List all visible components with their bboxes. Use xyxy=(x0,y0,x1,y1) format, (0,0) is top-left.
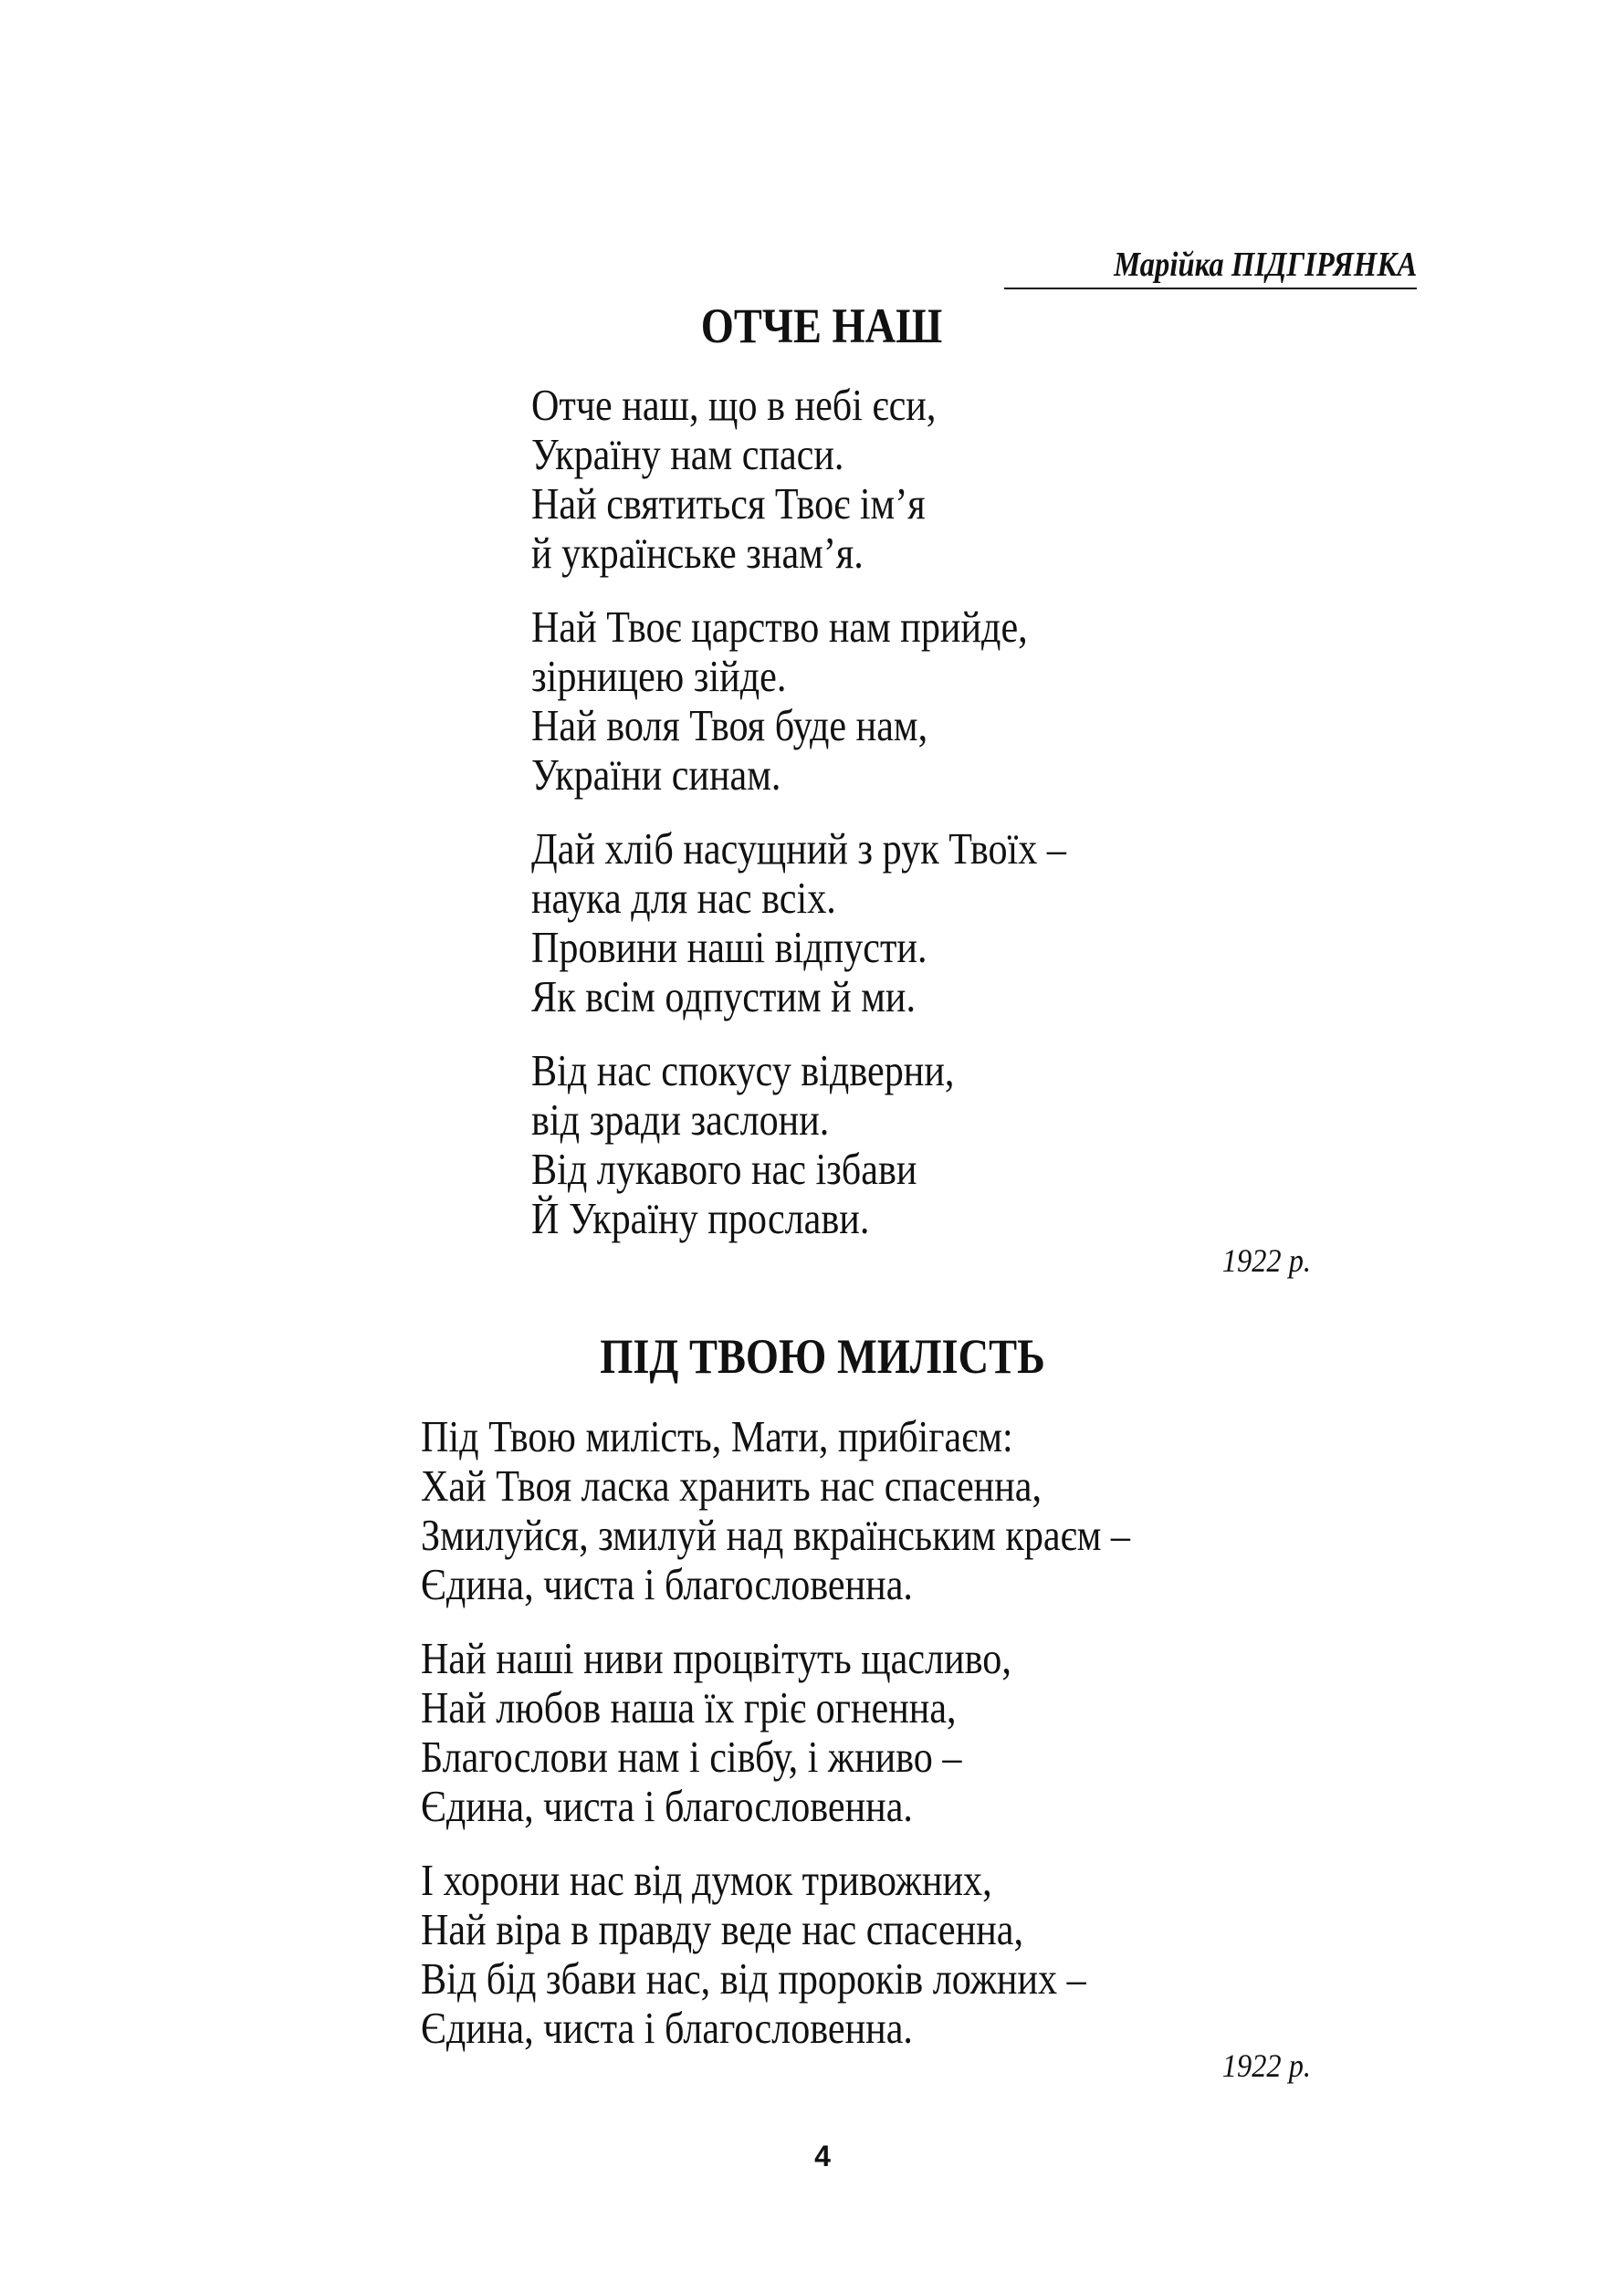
verse-line: Від нас спокусу відверни, xyxy=(531,1045,955,1095)
stanza xyxy=(421,1856,1086,2053)
verse-line: І хорони нас від думок тривожних, xyxy=(421,1855,992,1905)
verse-line: Єдина, чиста і благословенна. xyxy=(421,1559,913,1609)
stanza xyxy=(531,824,1066,1021)
verse-line: Благослови нам і сівбу, і жниво – xyxy=(421,1732,962,1782)
verse-line: Від лукавого нас ізбави xyxy=(531,1144,917,1194)
stanza xyxy=(531,381,936,578)
verse-line: наука для нас всіх. xyxy=(531,873,836,923)
verse-line: Провини наші відпусти. xyxy=(531,922,927,972)
verse-line: Най святиться Твоє ім’я xyxy=(531,478,926,529)
verse-line: Й Україну прослави. xyxy=(531,1193,870,1243)
verse-line: Під Твою милість, Мати, прибігаєм: xyxy=(421,1411,1013,1461)
verse-line: й українське знам’я. xyxy=(531,528,864,578)
verse-line: Україну нам спаси. xyxy=(531,429,844,479)
verse-line: від зради заслони. xyxy=(531,1094,830,1145)
verse-line: Єдина, чиста і благословенна. xyxy=(421,1781,913,1831)
verse-line: Най Твоє царство нам прийде, xyxy=(531,602,1028,652)
verse-line: Змилуйся, змилуй над вкраїнським краєм – xyxy=(421,1510,1130,1560)
header-rule xyxy=(1004,288,1417,289)
poem-title: ОТЧЕ НАШ xyxy=(700,298,943,353)
verse-line: Єдина, чиста і благословенна. xyxy=(421,2003,913,2053)
verse-line: Най воля Твоя буде нам, xyxy=(531,700,928,750)
verse-line: Як всім одпустим й ми. xyxy=(531,971,917,1021)
stanza xyxy=(421,1412,1130,1609)
verse-line: Най любов наша їх гріє огненна, xyxy=(421,1682,957,1732)
poem-date: 1922 р. xyxy=(1221,2047,1311,2084)
page-number: 4 xyxy=(814,2140,831,2172)
verse-line: Від бід збави нас, від пророків ложних – xyxy=(421,1953,1086,2004)
stanza xyxy=(421,1634,1011,1831)
verse-line: Най наші ниви процвітуть щасливо, xyxy=(421,1633,1011,1683)
verse-line: зірницею зійде. xyxy=(531,651,787,701)
poem-title: ПІД ТВОЮ МИЛІСТЬ xyxy=(600,1329,1045,1384)
stanza xyxy=(531,1046,954,1243)
running-header-author: Марійка ПІДГІРЯНКА xyxy=(1113,246,1417,284)
poem-date: 1922 р. xyxy=(1221,1242,1311,1279)
verse-line: Отче наш, що в небі єси, xyxy=(531,380,937,430)
verse-line: України синам. xyxy=(531,749,781,800)
verse-line: Хай Твоя ласка хранить нас спасенна, xyxy=(421,1460,1043,1511)
verse-line: Най віра в правду веде нас спасенна, xyxy=(421,1904,1023,1954)
verse-line: Дай хліб насущний з рук Твоїх – xyxy=(531,823,1066,874)
stanza xyxy=(531,602,1028,800)
